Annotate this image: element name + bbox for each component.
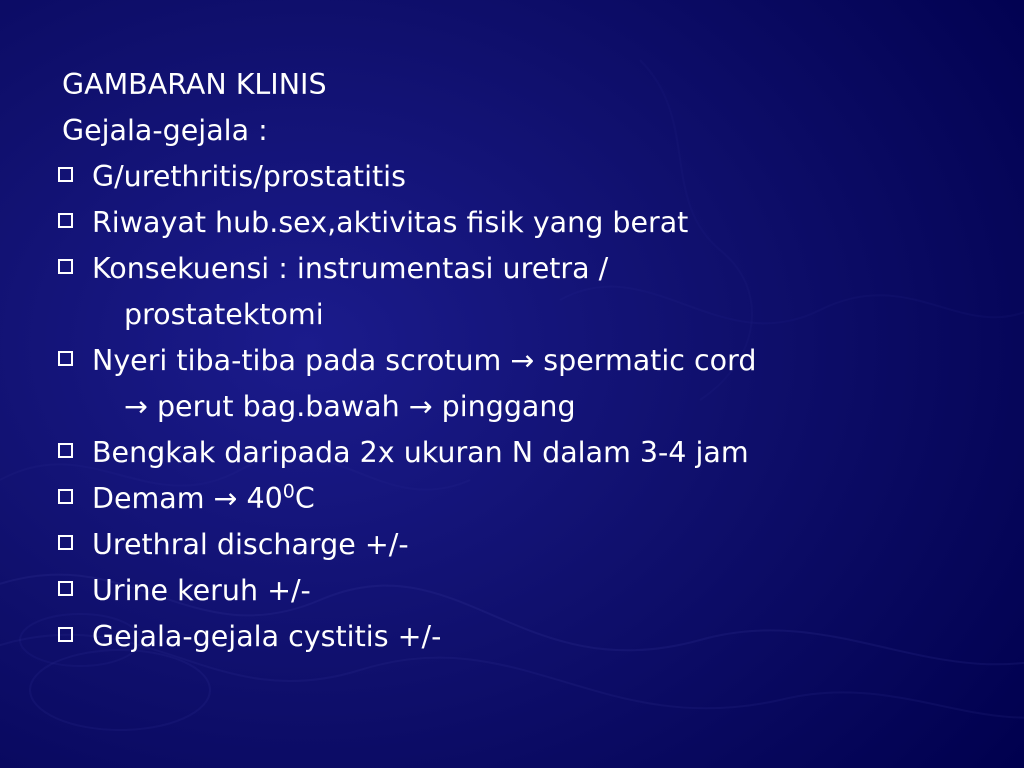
list-item [58,338,958,430]
list-item [58,246,958,338]
list-item [58,430,958,476]
square-bullet-icon [58,522,92,550]
square-bullet-icon [58,476,92,504]
square-bullet-icon [58,568,92,596]
list-item-text: Nyeri tiba-tiba pada scrotum → spermatic cord [92,344,757,377]
list-item [58,614,958,660]
list-item-text: Konsekuensi : instrumentasi uretra / [92,252,609,285]
list-item [58,200,958,246]
list-item [58,568,958,614]
square-bullet-icon [58,614,92,642]
slide-content [58,62,958,660]
list-item-text-continuation: prostatektomi [124,298,324,331]
list-item-text: Urine keruh +/- [92,574,311,607]
list-item [58,154,958,200]
list-item-text: Riwayat hub.sex,aktivitas fisik yang berat [92,206,689,239]
square-bullet-icon [58,154,92,182]
slide-heading: GAMBARAN KLINIS [62,68,327,101]
list-item-text [92,476,958,522]
square-bullet-icon [58,200,92,228]
square-bullet-icon [58,430,92,458]
list-item-text: Gejala-gejala cystitis +/- [92,620,442,653]
square-bullet-icon [58,246,92,274]
list-item [58,522,958,568]
square-bullet-icon [58,338,92,366]
temperature-text-post: C [294,482,315,515]
list-item-text: Bengkak daripada 2x ukuran N dalam 3-4 jam [92,436,749,469]
list-item-text-continuation: → perut bag.bawah → pinggang [124,390,576,423]
slide-subheading: Gejala-gejala : [62,114,268,147]
degree-superscript: 0 [282,480,295,503]
temperature-text-pre: Demam → 40 [92,482,283,515]
list-item [58,476,958,522]
list-item-text: Urethral discharge +/- [92,528,409,561]
list-item-text: G/urethritis/prostatitis [92,160,406,193]
